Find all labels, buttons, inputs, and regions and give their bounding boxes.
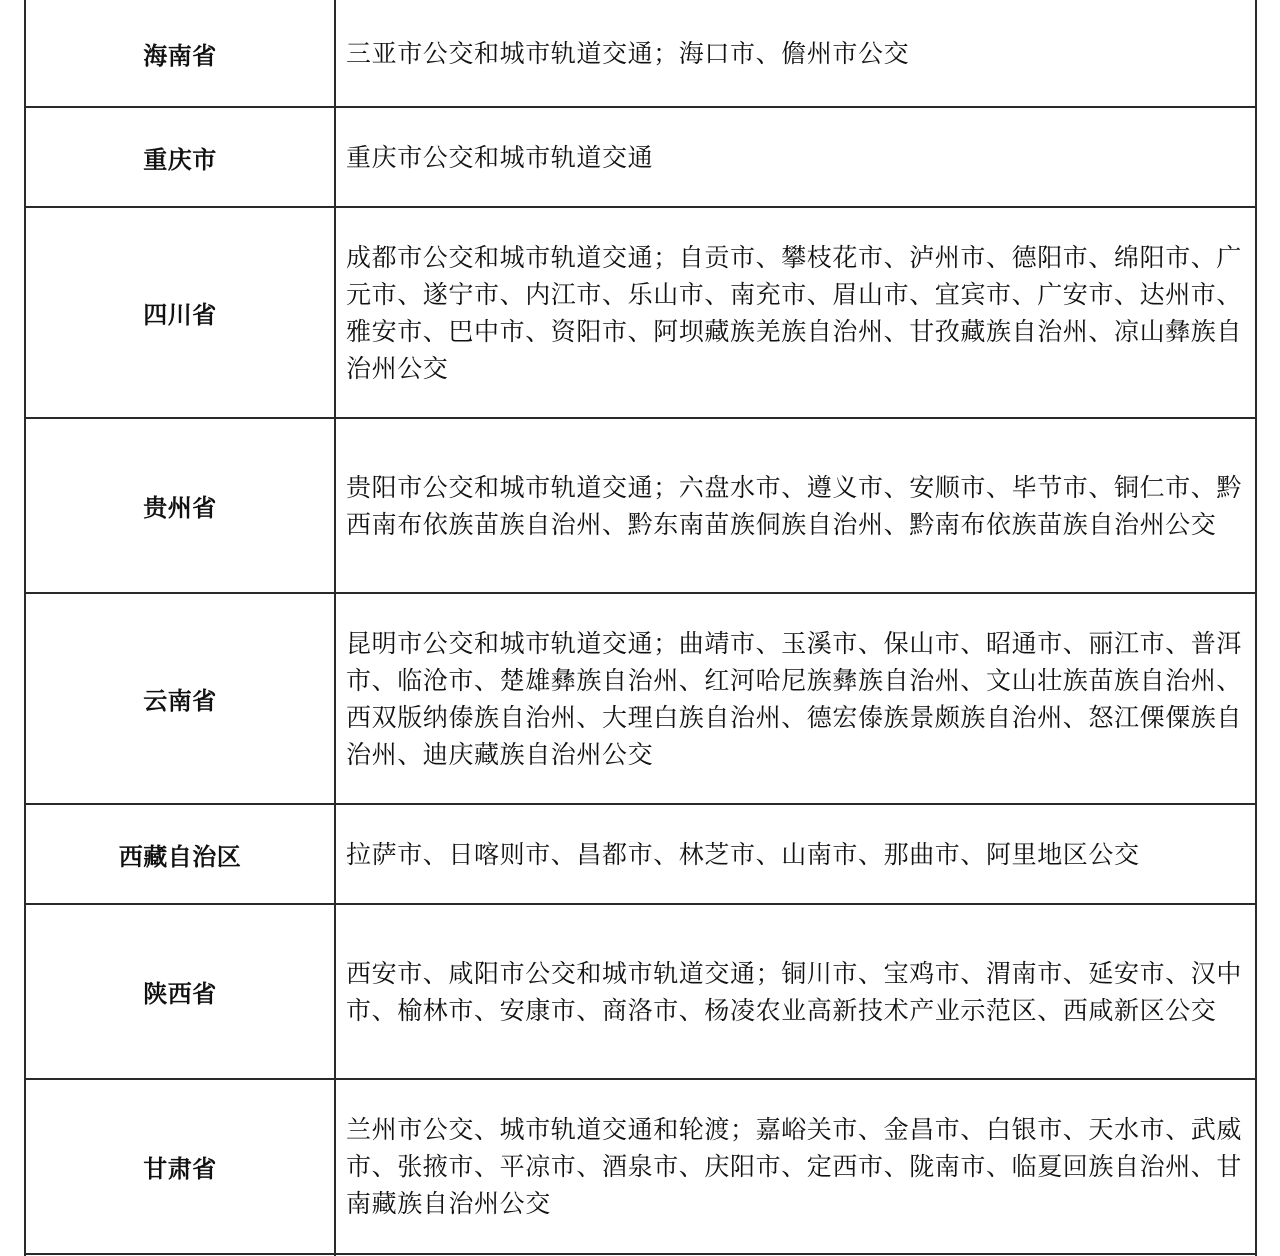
cities-cell: 昆明市公交和城市轨道交通；曲靖市、玉溪市、保山市、昭通市、丽江市、普洱市、临沧市、楚雄彝族自治州、红河哈尼族彝族自治州、文山壮族苗族自治州、西双版纳傣族自治州、大理白族自治州、德宏傣族景颇族自治州、怒江傈僳族自治州、迪庆藏族自治州公交 [335,593,1256,804]
table-row [25,904,1256,1079]
table-row [25,418,1256,593]
region-cell: 贵州省 [25,418,335,593]
region-cell: 西藏自治区 [25,804,335,904]
cities-cell: 拉萨市、日喀则市、昌都市、林芝市、山南市、那曲市、阿里地区公交 [335,804,1256,904]
table-row [25,1079,1256,1254]
region-cell: 四川省 [25,207,335,418]
region-cell: 云南省 [25,593,335,804]
region-cell: 陕西省 [25,904,335,1079]
table-row [25,593,1256,804]
cities-cell: 兰州市公交、城市轨道交通和轮渡；嘉峪关市、金昌市、白银市、天水市、武威市、张掖市、平凉市、酒泉市、庆阳市、定西市、陇南市、临夏回族自治州、甘南藏族自治州公交 [335,1079,1256,1254]
cities-cell: 重庆市公交和城市轨道交通 [335,107,1256,207]
cities-cell: 贵阳市公交和城市轨道交通；六盘水市、遵义市、安顺市、毕节市、铜仁市、黔西南布依族苗族自治州、黔东南苗族侗族自治州、黔南布依族苗族自治州公交 [335,418,1256,593]
table-row [25,107,1256,207]
cities-cell: 三亚市公交和城市轨道交通；海口市、儋州市公交 [335,0,1256,107]
cities-cell: 西安市、咸阳市公交和城市轨道交通；铜川市、宝鸡市、渭南市、延安市、汉中市、榆林市、安康市、商洛市、杨凌农业高新技术产业示范区、西咸新区公交 [335,904,1256,1079]
transit-coverage-table [24,0,1257,1256]
region-cell: 重庆市 [25,107,335,207]
table-row [25,0,1256,107]
table-row [25,207,1256,418]
region-cell: 海南省 [25,0,335,107]
cities-cell: 成都市公交和城市轨道交通；自贡市、攀枝花市、泸州市、德阳市、绵阳市、广元市、遂宁市、内江市、乐山市、南充市、眉山市、宜宾市、广安市、达州市、雅安市、巴中市、资阳市、阿坝藏族羌族自治州、甘孜藏族自治州、凉山彝族自治州公交 [335,207,1256,418]
region-cell: 甘肃省 [25,1079,335,1254]
table-row [25,804,1256,904]
